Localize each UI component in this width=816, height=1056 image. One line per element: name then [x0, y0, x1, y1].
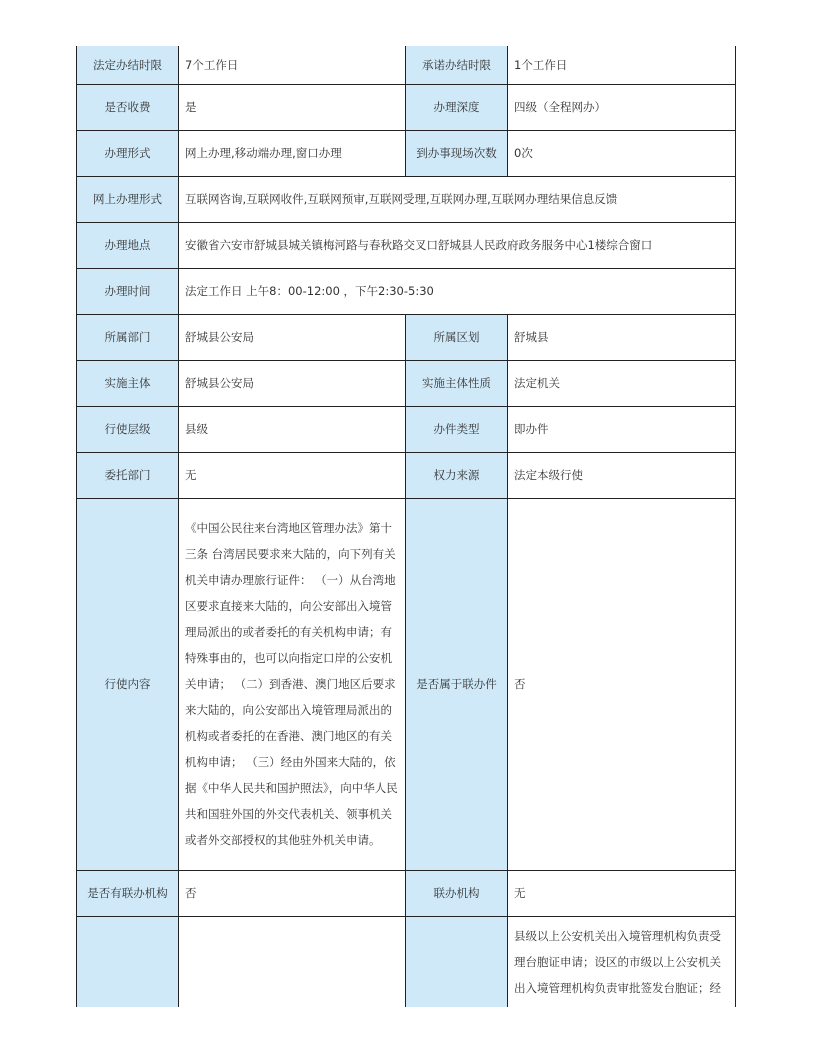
- value-power-source: 法定本级行使: [508, 452, 736, 498]
- label-entrusted: 委托部门: [77, 452, 179, 498]
- label-implementer-nature: 实施主体性质: [406, 360, 508, 406]
- label-department: 所属部门: [77, 314, 179, 360]
- label-fee: 是否收费: [77, 84, 179, 130]
- row-level: [77, 406, 736, 452]
- value-joint-case: 否: [508, 498, 736, 870]
- label-continued-2: [406, 916, 508, 1007]
- value-legal-time-limit: 7个工作日: [179, 46, 406, 84]
- row-implementer: [77, 360, 736, 406]
- label-level: 行使层级: [77, 406, 179, 452]
- value-implementer: 舒城县公安局: [179, 360, 406, 406]
- label-joint-case: 是否属于联办件: [406, 498, 508, 870]
- label-online-form: 网上办理形式: [77, 176, 179, 222]
- value-onsite-visits: 0次: [508, 130, 736, 176]
- value-region: 舒城县: [508, 314, 736, 360]
- label-handling-depth: 办理深度: [406, 84, 508, 130]
- row-continued: [77, 916, 736, 1007]
- label-location: 办理地点: [77, 222, 179, 268]
- row-exercise-content: [77, 498, 736, 870]
- value-handling-depth: 四级（全程网办）: [508, 84, 736, 130]
- label-continued: [77, 916, 179, 1007]
- row-location: [77, 222, 736, 268]
- service-info-table: [76, 46, 736, 1007]
- value-approval-authority: 县级以上公安机关出入境管理机构负责受理台胞证申请；设区的市级以上公安机关出入境管理机构负责审批签发台胞证；经: [508, 916, 736, 1007]
- row-fee: [77, 84, 736, 130]
- value-promised-time-limit: 1个工作日: [508, 46, 736, 84]
- value-office-hours: 法定工作日 上午8：00-12:00 ，下午2:30-5:30: [179, 268, 736, 314]
- value-fee: 是: [179, 84, 406, 130]
- row-department: [77, 314, 736, 360]
- row-online-form: [77, 176, 736, 222]
- value-exercise-content: 《中国公民往来台湾地区管理办法》第十三条 台湾居民要求来大陆的，向下列有关机关申请办理旅行证件： （一）从台湾地区要求直接来大陆的，向公安部出入境管理局派出的或者委托的有关机构申请；有特殊事由的，也可以向指定口岸的公安机关申请； （二）到香港、澳门地区后要求来大陆的，向公安部出入境管理局派出的机构或者委托的在香港、澳门地区的有关机构申请； （三）经由外国来大陆的，依据《中华人民共和国护照法》，向中华人民共和国驻外国的外交代表机关、领事机关或者外交部授权的其他驻外机关申请。: [179, 498, 406, 870]
- value-continued: [179, 916, 406, 1007]
- label-handling-form: 办理形式: [77, 130, 179, 176]
- value-joint-agency: 无: [508, 870, 736, 916]
- value-handling-form: 网上办理,移动端办理,窗口办理: [179, 130, 406, 176]
- value-level: 县级: [179, 406, 406, 452]
- row-joint-agency: [77, 870, 736, 916]
- label-onsite-visits: 到办事现场次数: [406, 130, 508, 176]
- label-exercise-content: 行使内容: [77, 498, 179, 870]
- label-implementer: 实施主体: [77, 360, 179, 406]
- row-handling-form: [77, 130, 736, 176]
- value-has-joint-agency: 否: [179, 870, 406, 916]
- label-office-hours: 办理时间: [77, 268, 179, 314]
- row-legal-time-limit: [77, 46, 736, 84]
- value-implementer-nature: 法定机关: [508, 360, 736, 406]
- label-has-joint-agency: 是否有联办机构: [77, 870, 179, 916]
- value-department: 舒城县公安局: [179, 314, 406, 360]
- value-online-form: 互联网咨询,互联网收件,互联网预审,互联网受理,互联网办理,互联网办理结果信息反馈: [179, 176, 736, 222]
- row-office-hours: [77, 268, 736, 314]
- value-location: 安徽省六安市舒城县城关镇梅河路与春秋路交叉口舒城县人民政府政务服务中心1楼综合窗口: [179, 222, 736, 268]
- label-legal-time-limit: 法定办结时限: [77, 46, 179, 84]
- label-promised-time-limit: 承诺办结时限: [406, 46, 508, 84]
- label-joint-agency: 联办机构: [406, 870, 508, 916]
- value-case-type: 即办件: [508, 406, 736, 452]
- label-case-type: 办件类型: [406, 406, 508, 452]
- label-power-source: 权力来源: [406, 452, 508, 498]
- value-entrusted: 无: [179, 452, 406, 498]
- row-entrusted: [77, 452, 736, 498]
- label-region: 所属区划: [406, 314, 508, 360]
